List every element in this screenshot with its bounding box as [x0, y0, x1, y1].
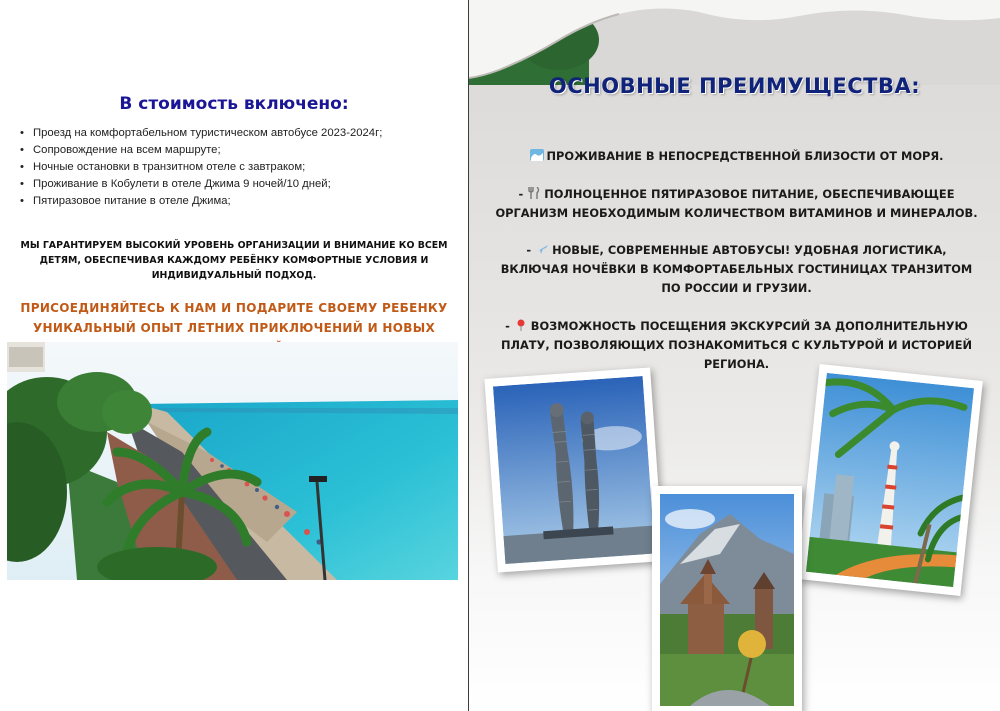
bullet: •	[20, 144, 24, 156]
list-item: • Пятиразовое питание в отеле Джима;	[20, 193, 460, 210]
guarantee-text: МЫ ГАРАНТИРУЕМ ВЫСОКИЙ УРОВЕНЬ ОРГАНИЗАЦИИ И ВНИМАНИЕ КО ВСЕМ ДЕТЯМ, ОБЕСПЕЧИВАЯ КАЖДОМУ РЕБЁНКУ КОМФОРТНЫЕ УСЛОВИЯ И ИНДИВИДУАЛЬНЫЙ ПОДХОД.	[20, 240, 448, 281]
bullet: •	[20, 161, 24, 173]
advantage-item-buses: - НОВЫЕ, СОВРЕМЕННЫЕ АВТОБУСЫ! УДОБНАЯ ЛОГИСТИКА, ВКЛЮЧАЯ НОЧЁВКИ В КОМФОРТАБЕЛЬНЫХ ГОСТИНИЦАХ ТРАНЗИТОМ ПО РОССИИ И ГРУЗИИ.	[500, 243, 973, 295]
photo-statues	[484, 367, 663, 572]
advantage-item-excursions: - ВОЗМОЖНОСТЬ ПОСЕЩЕНИЯ ЭКСКУРСИЙ ЗА ДОПОЛНИТЕЛЬНУЮ ПЛАТУ, ПОЗВОЛЯЮЩИХ ПОЗНАКОМИТЬСЯ С КУЛЬТУРОЙ И ИСТОРИЕЙ РЕГИОНА.	[500, 319, 973, 371]
wave-icon	[530, 148, 544, 160]
advantages-title: ОСНОВНЫЕ ПРЕИМУЩЕСТВА:	[548, 74, 921, 98]
included-list	[20, 125, 460, 210]
join-call-to-action: ПРИСОЕДИНЯЙТЕСЬ К НАМ И ПОДАРИТЕ СВОЕМУ РЕБЕНКУ УНИКАЛЬНЫЙ ОПЫТ ЛЕТНИХ ПРИКЛЮЧЕНИЙ И НОВЫХ	[20, 301, 448, 335]
list-item: • Проживание в Кобулети в отеле Джима 9 ночей/10 дней;	[20, 176, 460, 193]
bullet: •	[20, 127, 24, 139]
advantage-item-sea: ПРОЖИВАНИЕ В НЕПОСРЕДСТВЕННОЙ БЛИЗОСТИ ОТ МОРЯ.	[479, 147, 994, 166]
torn-paper-header	[469, 0, 1000, 85]
right-page	[469, 0, 1000, 711]
beach-photo	[7, 342, 458, 580]
bullet: •	[20, 178, 24, 190]
airplane-icon	[535, 242, 549, 254]
list-item: • Ночные остановки в транзитном отеле с завтраком;	[20, 159, 460, 176]
fork-knife-icon	[527, 186, 541, 198]
included-title: В стоимость включено:	[119, 94, 349, 114]
list-item: • Сопровождение на всем маршруте;	[20, 142, 460, 159]
bullet: •	[20, 195, 24, 207]
photo-mountain-church	[652, 486, 802, 711]
pin-icon	[514, 318, 528, 330]
left-page	[0, 0, 468, 711]
list-item: • Проезд на комфортабельном туристическом автобусе 2023-2024г;	[20, 125, 460, 142]
advantage-item-food: - ПОЛНОЦЕННОЕ ПЯТИРАЗОВОЕ ПИТАНИЕ, ОБЕСПЕЧИВАЮЩЕЕ ОРГАНИЗМ НЕОБХОДИМЫМ КОЛИЧЕСТВОМ ВИТАМИНОВ И МИНЕРАЛОВ.	[495, 187, 978, 220]
photo-palm-tower	[797, 364, 983, 596]
